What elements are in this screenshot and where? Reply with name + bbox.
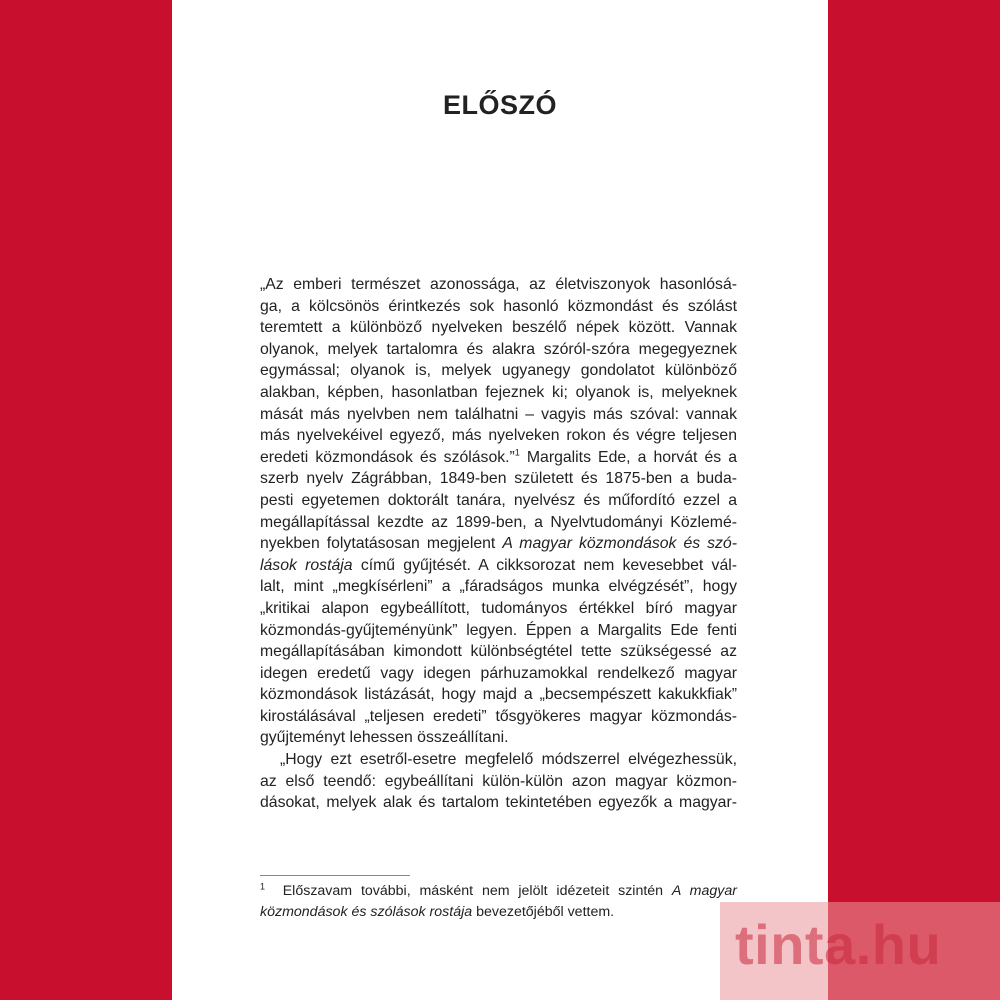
paragraph-1 (260, 274, 737, 749)
footnote-number: 1 (260, 881, 266, 892)
paragraph-2 (260, 749, 737, 814)
text-line: kirostálásával „teljesen eredeti” tősgyökeres magyar közmondás- (260, 707, 737, 725)
watermark-logo: tinta.hu (735, 913, 942, 976)
text-line: dásokat, melyek alak és tartalom tekintetében egyezők a magyar- (260, 794, 737, 812)
book-title-italic: A magyar (671, 883, 737, 899)
text-line: olyanok, melyek tartalomra és alakra szóról-szóra megegyeznek (260, 340, 737, 358)
text-line: más nyelvekéivel egyező, más nyelveken rokon és végre teljesen (260, 427, 737, 445)
quote-end-text: eredeti közmondások és szólások.” (260, 448, 515, 466)
text-segment: Margalits Ede, a horvát és a (519, 448, 737, 466)
footnote-divider (260, 875, 410, 876)
text-line: az első teendő: egybeállítani külön-külön azon magyar közmon- (260, 772, 737, 790)
text-line (260, 447, 737, 469)
text-line: idegen eredetű vagy idegen párhuzamokkal rendelkező magyar (260, 664, 737, 682)
text-line: ga, a kölcsönös érintkezés sok hasonló közmondást és szólást (260, 297, 737, 315)
book-page (172, 0, 828, 1000)
footnote-line (260, 902, 737, 923)
text-line: lalt, mint „megkísérleni” a „fáradságos munka elvégzését”, hogy (260, 578, 737, 596)
text-line (260, 555, 737, 577)
text-line (260, 533, 737, 555)
text-segment: című gyűjtését. A cikksorozat nem kevesebbet vál- (352, 556, 737, 574)
footnote-line (260, 881, 737, 902)
text-line: megállapításában kimondott különbségtétel tette szükségessé az (260, 643, 737, 661)
footnote (260, 881, 737, 923)
text-line: egymással; olyanok is, melyek ugyanegy gondolatot különböző (260, 362, 737, 380)
text-segment: bevezetőjéből vettem. (472, 904, 615, 920)
text-line: megállapítással kezdte az 1899-ben, a Nyelvtudományi Közlemé- (260, 513, 737, 531)
text-line: pesti egyetemen doktorált tanára, nyelvész és műfordító ezzel a (260, 491, 737, 509)
book-title-italic: közmondások és szólások rostája (260, 904, 473, 920)
text-segment: Előszavam további, másként nem jelölt idézeteit szintén (282, 883, 672, 899)
text-line: „kritikai alapon egybeállított, tudományos értékkel bíró magyar (260, 599, 737, 617)
text-line: közmondások listázását, hogy majd a „becsempészett kakukkfiak” (260, 686, 737, 704)
text-line: gyűjteményt lehessen összeállítani. (260, 729, 509, 747)
text-segment: nyekben folytatásosan megjelent (260, 535, 503, 553)
book-title-italic: lások rostája (260, 556, 353, 574)
text-line: teremtett a különböző nyelveken beszélő népek között. Vannak (260, 319, 737, 337)
text-line: szerb nyelv Zágrábban, 1849-ben született és 1875-ben a buda- (260, 470, 737, 488)
page-title: ELŐSZÓ (442, 90, 557, 120)
text-line: „Az emberi természet azonossága, az életviszonyok hasonlósá- (260, 276, 737, 293)
page-body (260, 274, 737, 814)
text-line: „Hogy ezt esetről-esetre megfelelő módszerrel elvégezhessük, (280, 751, 737, 769)
text-line: közmondás-gyűjteményünk” legyen. Éppen a Margalits Ede fenti (260, 621, 737, 639)
text-line: mását más nyelvben nem találhatni – vagyis más szóval: vannak (260, 405, 737, 423)
book-title-italic: A magyar közmondások és szó- (502, 535, 737, 553)
text-line: alakban, képben, hasonlatban fejeznek ki; olyanok is, melyeknek (260, 383, 737, 401)
footnote-reference: 1 (514, 447, 520, 458)
